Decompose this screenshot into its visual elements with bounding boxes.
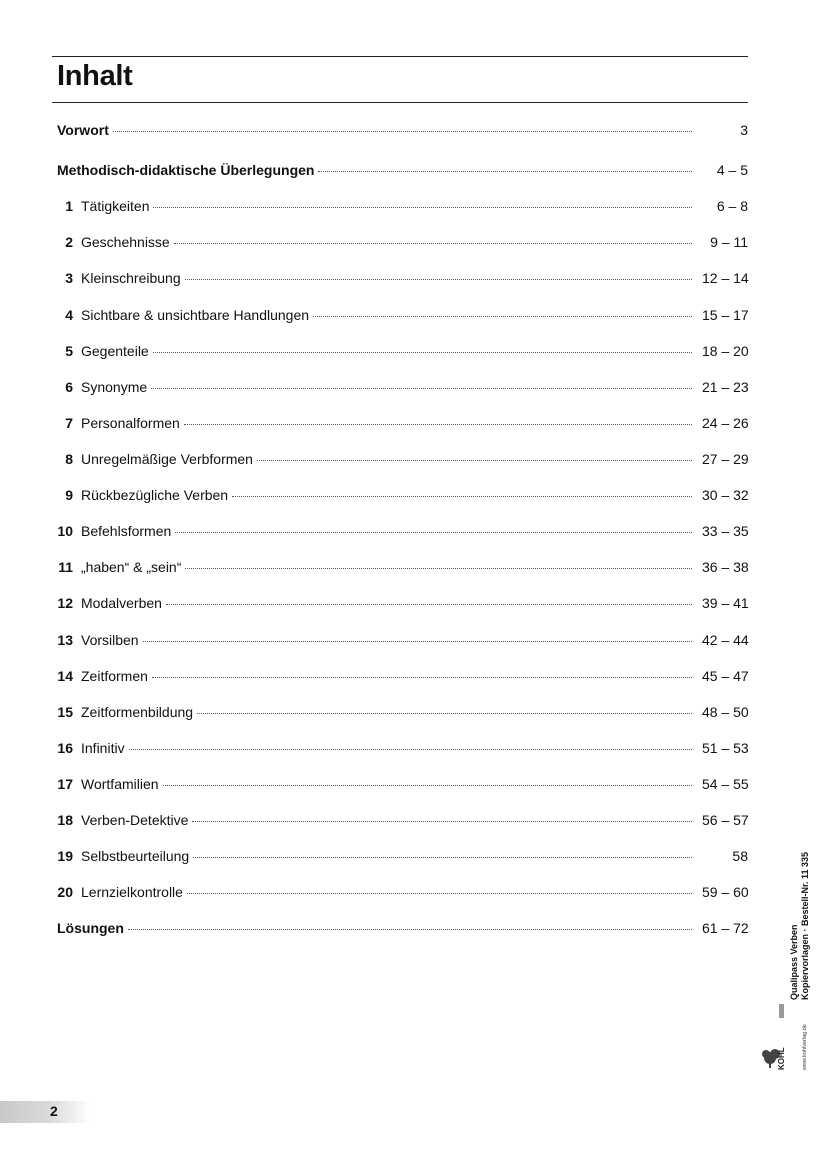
toc-entry-label: Lösungen: [57, 920, 124, 936]
toc-entry-number: 6: [65, 379, 73, 395]
toc-entry-label: Vorwort: [57, 122, 109, 138]
publisher-logo: [760, 1000, 816, 1072]
toc-entry-number: 15: [57, 704, 73, 720]
toc-entry-label: „haben“ & „sein“: [81, 559, 182, 575]
toc-entry-label: Synonyme: [81, 379, 148, 395]
toc-entry: [57, 232, 748, 252]
toc-entry: [57, 160, 748, 180]
toc-entry-label: Sichtbare & unsichtbare Handlungen: [81, 307, 310, 323]
toc-dot-leader: [184, 423, 692, 425]
toc-dot-leader: [128, 928, 692, 930]
toc-entry: [57, 449, 748, 469]
toc-entry: [57, 738, 748, 758]
toc-entry-pages: 30 – 32: [702, 487, 749, 503]
toc-entry-number: 9: [65, 487, 73, 503]
toc-entry-pages: 12 – 14: [702, 270, 749, 286]
toc-entry-label: Modalverben: [81, 595, 162, 611]
toc-entry-label: Rückbezügliche Verben: [81, 487, 229, 503]
toc-entry: [57, 341, 748, 361]
toc-entry-label: Wortfamilien: [81, 776, 159, 792]
toc-entry-label: Infinitiv: [81, 740, 125, 756]
toc-dot-leader: [175, 531, 692, 533]
toc-entry-number: 4: [65, 307, 73, 323]
toc-dot-leader: [232, 495, 692, 497]
toc-entry-label: Methodisch-didaktische Überlegungen: [57, 162, 315, 178]
toc-entry-pages: 33 – 35: [702, 523, 749, 539]
toc-entry-label: Verben-Detektive: [81, 812, 189, 828]
toc-entry-pages: 59 – 60: [702, 884, 749, 900]
toc-entry-number: 14: [57, 668, 73, 684]
toc-entry: [57, 810, 748, 830]
toc-dot-leader: [313, 315, 692, 317]
toc-entry-pages: 39 – 41: [702, 595, 749, 611]
toc-entry-label: Personalformen: [81, 415, 180, 431]
toc-entry-pages: 58: [732, 848, 748, 864]
toc-entry-pages: 4 – 5: [716, 162, 748, 178]
toc-entry: [57, 485, 748, 505]
tree-logo-icon: [760, 1000, 816, 1072]
toc-entry: [57, 268, 748, 288]
toc-dot-leader: [185, 278, 692, 280]
toc-dot-leader: [174, 242, 692, 244]
toc-entry-number: 11: [58, 559, 73, 575]
toc-entry: [57, 196, 748, 216]
toc-dot-leader: [113, 130, 692, 132]
toc-entry: [57, 882, 748, 902]
toc-entry-pages: 15 – 17: [702, 307, 749, 323]
toc-entry: [57, 774, 748, 794]
toc-dot-leader: [163, 784, 692, 786]
toc-entry-label: Zeitformen: [81, 668, 148, 684]
toc-dot-leader: [143, 640, 692, 642]
toc-entry-number: 17: [57, 776, 73, 792]
toc-entry-number: 19: [57, 848, 73, 864]
toc-dot-leader: [185, 567, 692, 569]
toc-entry-pages: 45 – 47: [702, 668, 749, 684]
toc-entry-pages: 54 – 55: [702, 776, 749, 792]
toc-entry-label: Kleinschreibung: [81, 270, 181, 286]
toc-entry-pages: 21 – 23: [702, 379, 749, 395]
toc-entry: [57, 918, 748, 938]
toc-entry-pages: 42 – 44: [702, 632, 749, 648]
toc-entry-number: 3: [65, 270, 73, 286]
toc-dot-leader: [153, 351, 692, 353]
page-number: 2: [50, 1103, 58, 1119]
toc-entry-label: Vorsilben: [81, 632, 139, 648]
page-title: Inhalt: [57, 60, 133, 92]
toc-dot-leader: [318, 170, 692, 172]
book-title: Qualipass Verben: [789, 924, 799, 1000]
toc-dot-leader: [187, 892, 692, 894]
toc-entry-number: 10: [57, 523, 73, 539]
toc-dot-leader: [197, 712, 692, 714]
toc-entry-label: Gegenteile: [81, 343, 149, 359]
side-imprint: [789, 835, 811, 1000]
toc-entry-pages: 27 – 29: [702, 451, 749, 467]
toc-entry-label: Zeitformenbildung: [81, 704, 194, 720]
toc-entry-pages: 24 – 26: [702, 415, 749, 431]
toc-dot-leader: [257, 459, 692, 461]
toc-entry: [57, 593, 748, 613]
toc-entry: [57, 413, 748, 433]
toc-entry-pages: 18 – 20: [702, 343, 749, 359]
toc-entry-label: Unregelmäßige Verbformen: [81, 451, 253, 467]
toc-entry: [57, 557, 748, 577]
toc-dot-leader: [193, 856, 692, 858]
toc-entry-pages: 9 – 11: [710, 234, 748, 250]
toc-entry-number: 12: [57, 595, 73, 611]
toc-entry-pages: 56 – 57: [702, 812, 749, 828]
toc-entry: [57, 120, 748, 140]
title-block: [52, 56, 748, 103]
toc-entry: [57, 630, 748, 650]
toc-entry-label: Befehlsformen: [81, 523, 172, 539]
order-number: Kopiervorlagen · Bestell-Nr. 11 335: [800, 851, 810, 1000]
toc-entry-number: 2: [65, 234, 73, 250]
toc-entry-label: Geschehnisse: [81, 234, 170, 250]
toc-entry-number: 16: [57, 740, 73, 756]
toc-entry-number: 20: [57, 884, 73, 900]
toc-entry-pages: 48 – 50: [702, 704, 749, 720]
toc-dot-leader: [129, 748, 692, 750]
toc-entry-pages: 51 – 53: [702, 740, 749, 756]
publisher-name: KOHL: [777, 1047, 786, 1070]
toc-entry-label: Lernzielkontrolle: [81, 884, 183, 900]
toc-entry-pages: 3: [740, 122, 748, 138]
toc-entry: [57, 377, 748, 397]
toc-entry-number: 18: [57, 812, 73, 828]
toc-entry: [57, 702, 748, 722]
toc-entry: [57, 521, 748, 541]
toc-entry-pages: 6 – 8: [716, 198, 748, 214]
toc-entry: [57, 846, 748, 866]
toc-entry-number: 8: [65, 451, 73, 467]
toc-entry-number: 13: [57, 632, 73, 648]
toc-dot-leader: [153, 206, 692, 208]
page-number-tab: [0, 1101, 90, 1123]
toc-entry-number: 5: [65, 343, 73, 359]
publisher-url: www.kohlverlag.de: [802, 1024, 808, 1070]
toc-entry-pages: 61 – 72: [702, 920, 749, 936]
toc-entry-number: 1: [65, 198, 73, 214]
toc-entry-label: Tätigkeiten: [81, 198, 150, 214]
toc-dot-leader: [166, 603, 692, 605]
toc-entry-label: Selbstbeurteilung: [81, 848, 190, 864]
toc-dot-leader: [151, 387, 692, 389]
toc-dot-leader: [152, 676, 692, 678]
toc-entry-pages: 36 – 38: [702, 559, 749, 575]
toc-entry: [57, 666, 748, 686]
toc-entry-number: 7: [65, 415, 73, 431]
toc-dot-leader: [192, 820, 692, 822]
toc-entry: [57, 305, 748, 325]
